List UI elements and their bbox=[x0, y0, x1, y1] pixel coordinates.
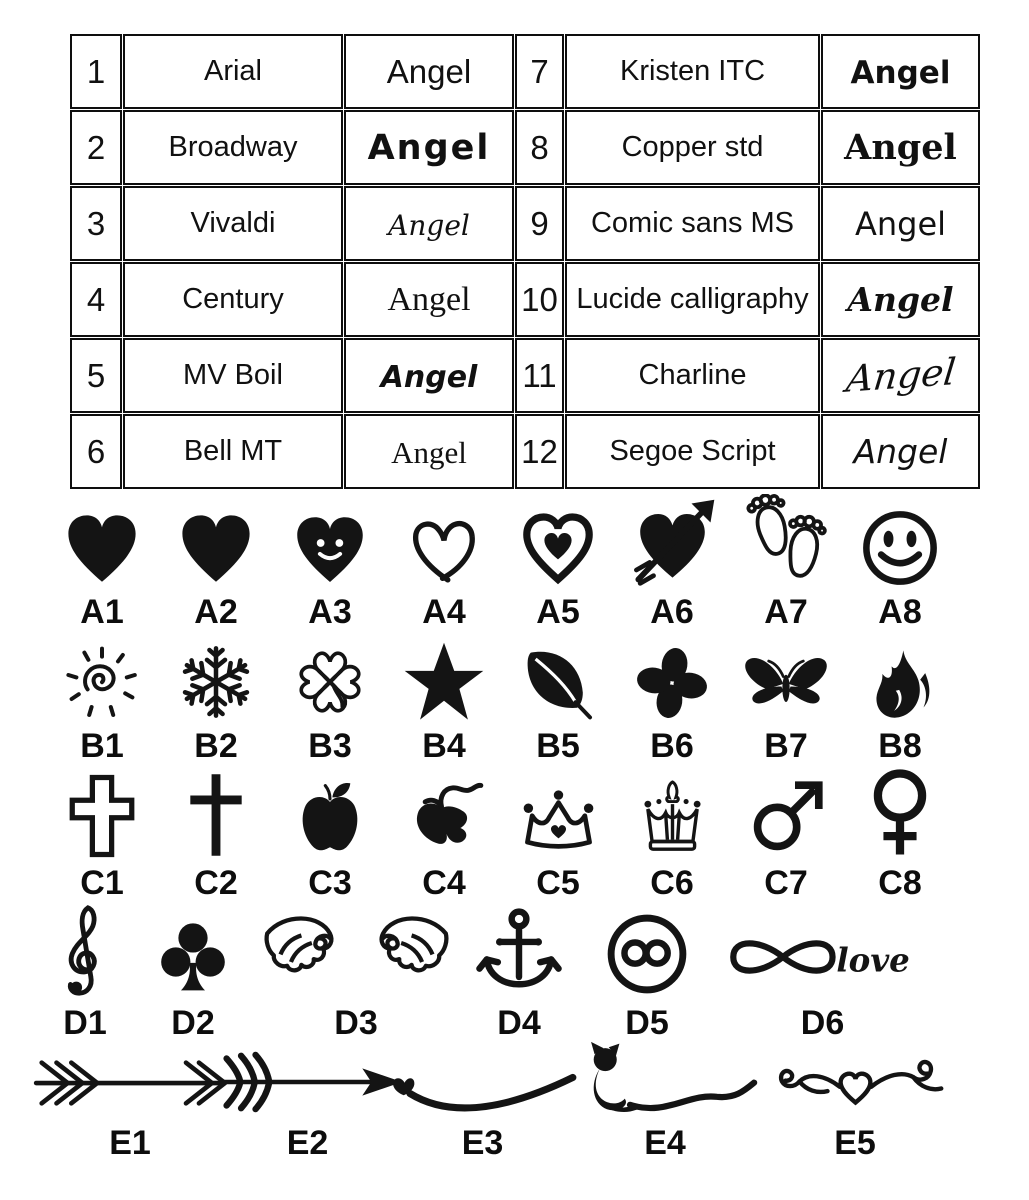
font-sample-text: Angel bbox=[847, 280, 954, 319]
font-sample-text: Angel bbox=[391, 434, 467, 470]
symbol-label: A4 bbox=[422, 593, 466, 631]
symbol-label: C6 bbox=[650, 864, 694, 902]
symbol-E1 bbox=[35, 1052, 225, 1163]
heart-double-icon bbox=[518, 505, 598, 589]
font-number: 1 bbox=[70, 34, 122, 109]
font-name: Broadway bbox=[123, 110, 343, 185]
treble-clef-icon bbox=[55, 903, 115, 1000]
club-icon bbox=[150, 903, 236, 1000]
symbol-A4 bbox=[387, 505, 501, 632]
font-name: Kristen ITC bbox=[565, 34, 820, 109]
swirl-flourish-icon bbox=[385, 1052, 580, 1120]
font-sample bbox=[344, 338, 514, 413]
heart-swirl-fruit-icon bbox=[403, 768, 485, 860]
symbol-label: E5 bbox=[834, 1124, 876, 1162]
symbol-label: C3 bbox=[308, 864, 352, 902]
symbol-D6 bbox=[715, 903, 930, 1043]
cat-flourish-icon bbox=[568, 1052, 763, 1120]
symbol-D3 bbox=[256, 903, 456, 1043]
symbol-label: C5 bbox=[536, 864, 580, 902]
butterfly-icon bbox=[740, 643, 832, 723]
anchor-icon bbox=[473, 903, 565, 1000]
font-sample bbox=[344, 262, 514, 337]
symbol-C6 bbox=[615, 768, 729, 903]
font-sample-text: Angel bbox=[388, 208, 470, 242]
cross-outline-icon bbox=[67, 768, 137, 860]
symbol-C3 bbox=[273, 768, 387, 903]
font-sample bbox=[344, 110, 514, 185]
symbol-B6 bbox=[615, 643, 729, 766]
font-name: MV Boil bbox=[123, 338, 343, 413]
svg-text:love: love bbox=[835, 941, 910, 980]
symbol-B3 bbox=[273, 643, 387, 766]
font-sample bbox=[821, 110, 980, 185]
font-sample-text: Angel bbox=[380, 359, 478, 395]
symbol-C4 bbox=[387, 768, 501, 903]
symbol-C5 bbox=[501, 768, 615, 903]
symbol-C7 bbox=[729, 768, 843, 903]
font-table bbox=[69, 33, 981, 490]
font-name: Century bbox=[123, 262, 343, 337]
symbol-label: C2 bbox=[194, 864, 238, 902]
male-sign-icon bbox=[744, 768, 829, 860]
font-sample-text: Angel bbox=[386, 52, 472, 90]
symbol-A7 bbox=[729, 505, 843, 632]
symbol-label: D4 bbox=[497, 1004, 541, 1042]
arrow-feather-solid-icon bbox=[208, 1052, 408, 1120]
flame-icon bbox=[858, 643, 942, 723]
font-name: Bell MT bbox=[123, 414, 343, 489]
symbol-E4 bbox=[575, 1052, 755, 1163]
font-name: Lucide calligraphy bbox=[565, 262, 820, 337]
symbol-label: A8 bbox=[878, 593, 922, 631]
cross-solid-icon bbox=[185, 768, 247, 860]
symbol-label: D6 bbox=[800, 1004, 845, 1042]
font-number: 6 bbox=[70, 414, 122, 489]
clover-outline-icon bbox=[289, 643, 371, 723]
font-sample bbox=[344, 186, 514, 261]
symbol-label: A1 bbox=[80, 593, 124, 631]
symbol-label: B5 bbox=[536, 727, 580, 765]
snowflake-icon bbox=[175, 643, 257, 723]
clover-solid-icon bbox=[632, 643, 712, 723]
infinity-circle-icon bbox=[601, 903, 693, 1000]
font-number: 9 bbox=[515, 186, 564, 261]
leaf-solid-icon bbox=[518, 643, 598, 723]
font-number: 3 bbox=[70, 186, 122, 261]
symbol-label: A5 bbox=[536, 593, 580, 631]
arrow-feather-outline-icon bbox=[28, 1052, 233, 1120]
female-sign-icon bbox=[866, 768, 934, 860]
symbol-A5 bbox=[501, 505, 615, 632]
symbol-label: B4 bbox=[422, 727, 466, 765]
symbol-label: D2 bbox=[171, 1004, 215, 1042]
font-number: 7 bbox=[515, 34, 564, 109]
symbol-label: D1 bbox=[63, 1004, 107, 1042]
font-number: 12 bbox=[515, 414, 564, 489]
font-sample-text: Angel bbox=[387, 281, 471, 318]
symbol-label: A3 bbox=[308, 593, 352, 631]
font-name: Comic sans MS bbox=[565, 186, 820, 261]
heart-smiley-icon bbox=[291, 505, 369, 589]
symbol-label: B3 bbox=[308, 727, 352, 765]
symbol-label: E4 bbox=[644, 1124, 686, 1162]
infinity-love-icon bbox=[718, 903, 928, 1000]
symbol-B5 bbox=[501, 643, 615, 766]
font-name: Copper std bbox=[565, 110, 820, 185]
symbol-label: A6 bbox=[650, 593, 694, 631]
symbol-label: E1 bbox=[109, 1124, 151, 1162]
heart-arrow-icon bbox=[625, 505, 720, 589]
font-table-row bbox=[70, 414, 980, 489]
symbol-row-C bbox=[45, 768, 957, 903]
symbol-label: A2 bbox=[194, 593, 238, 631]
symbol-B4 bbox=[387, 643, 501, 766]
symbol-row-E bbox=[35, 1052, 955, 1163]
doodle-sun-icon bbox=[62, 643, 142, 723]
font-number: 4 bbox=[70, 262, 122, 337]
symbol-D5 bbox=[582, 903, 712, 1043]
font-table-row bbox=[70, 110, 980, 185]
font-sample-text: Angel bbox=[843, 350, 958, 401]
symbol-C1 bbox=[45, 768, 159, 903]
font-number: 2 bbox=[70, 110, 122, 185]
symbol-E3 bbox=[390, 1052, 575, 1163]
symbol-label: C7 bbox=[764, 864, 808, 902]
symbol-B2 bbox=[159, 643, 273, 766]
font-number: 11 bbox=[515, 338, 564, 413]
symbol-B7 bbox=[729, 643, 843, 766]
font-table-row bbox=[70, 262, 980, 337]
symbol-label: B1 bbox=[80, 727, 124, 765]
font-table-row bbox=[70, 338, 980, 413]
symbol-label: A7 bbox=[764, 593, 808, 631]
font-sample bbox=[821, 338, 980, 413]
symbol-label: E3 bbox=[461, 1124, 504, 1162]
font-name: Segoe Script bbox=[565, 414, 820, 489]
symbol-D4 bbox=[459, 903, 579, 1043]
font-name: Vivaldi bbox=[123, 186, 343, 261]
symbol-A1 bbox=[45, 505, 159, 632]
symbol-A2 bbox=[159, 505, 273, 632]
font-sample bbox=[821, 414, 980, 489]
symbol-label: C4 bbox=[422, 864, 466, 902]
font-sample bbox=[821, 186, 980, 261]
font-name: Arial bbox=[123, 34, 343, 109]
symbol-row-D bbox=[40, 903, 930, 1043]
font-sample bbox=[344, 34, 514, 109]
symbol-label: D3 bbox=[334, 1004, 378, 1042]
symbol-C2 bbox=[159, 768, 273, 903]
symbol-label: E2 bbox=[286, 1124, 329, 1162]
font-sample-text: Angel bbox=[844, 127, 957, 168]
symbol-D2 bbox=[133, 903, 253, 1043]
font-name: Charline bbox=[565, 338, 820, 413]
symbol-label: C1 bbox=[80, 864, 124, 902]
heart-flourish-icon bbox=[753, 1052, 958, 1120]
font-table-row bbox=[70, 186, 980, 261]
star-solid-icon bbox=[401, 643, 487, 723]
font-number: 8 bbox=[515, 110, 564, 185]
font-number: 5 bbox=[70, 338, 122, 413]
symbol-row-A bbox=[45, 505, 957, 632]
font-sample bbox=[821, 34, 980, 109]
smiley-face-icon bbox=[859, 505, 941, 589]
font-sample-text: Angel bbox=[850, 54, 951, 91]
symbol-label: D5 bbox=[625, 1004, 669, 1042]
font-sample-text: Angel bbox=[367, 127, 491, 168]
font-sample-text: Angel bbox=[854, 204, 947, 243]
symbol-A8 bbox=[843, 505, 957, 632]
heart-solid-icon bbox=[176, 505, 256, 589]
crown-royal-icon bbox=[630, 768, 715, 860]
symbol-B1 bbox=[45, 643, 159, 766]
font-number: 10 bbox=[515, 262, 564, 337]
font-sample bbox=[821, 262, 980, 337]
tiara-heart-icon bbox=[511, 768, 606, 860]
symbol-label: B7 bbox=[764, 727, 808, 765]
symbol-label: B6 bbox=[650, 727, 694, 765]
baby-feet-icon bbox=[739, 505, 834, 589]
symbol-row-B bbox=[45, 643, 957, 766]
heart-line-icon bbox=[406, 505, 482, 589]
symbol-C8 bbox=[843, 768, 957, 903]
symbol-label: C8 bbox=[878, 864, 922, 902]
font-sample bbox=[344, 414, 514, 489]
apple-icon bbox=[291, 768, 369, 860]
symbol-E2 bbox=[225, 1052, 390, 1163]
symbol-label: B8 bbox=[878, 727, 922, 765]
symbol-D1 bbox=[40, 903, 130, 1043]
symbol-A6 bbox=[615, 505, 729, 632]
heart-solid-icon bbox=[62, 505, 142, 589]
font-table-row bbox=[70, 34, 980, 109]
font-sample-text: Angel bbox=[853, 432, 948, 471]
symbol-E5 bbox=[755, 1052, 955, 1163]
symbol-A3 bbox=[273, 505, 387, 632]
angel-wings-icon bbox=[259, 903, 454, 1000]
symbol-B8 bbox=[843, 643, 957, 766]
symbol-label: B2 bbox=[194, 727, 238, 765]
